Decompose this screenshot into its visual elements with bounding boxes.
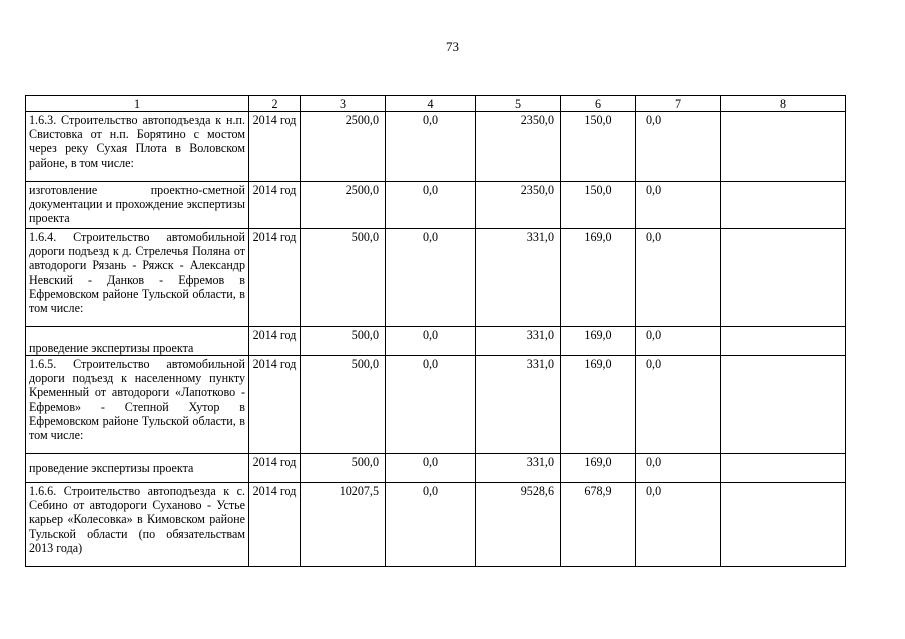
col4-cell: 0,0 xyxy=(386,229,476,327)
row-name-cell: проведение экспертизы проекта xyxy=(26,454,249,483)
column-header: 5 xyxy=(476,96,561,112)
year-cell: 2014 год xyxy=(249,356,301,454)
col7-cell: 0,0 xyxy=(636,182,721,229)
col7-cell: 0,0 xyxy=(636,454,721,483)
col6-cell: 169,0 xyxy=(561,229,636,327)
table-row xyxy=(26,356,846,454)
total-cell: 500,0 xyxy=(301,327,386,356)
row-name-cell: проведение экспертизы проекта xyxy=(26,327,249,356)
column-header: 1 xyxy=(26,96,249,112)
col5-cell: 331,0 xyxy=(476,454,561,483)
col5-cell: 2350,0 xyxy=(476,182,561,229)
col4-cell: 0,0 xyxy=(386,182,476,229)
table-row xyxy=(26,112,846,182)
col5-cell: 331,0 xyxy=(476,356,561,454)
table-header-row xyxy=(26,96,846,112)
table-row xyxy=(26,182,846,229)
col8-cell xyxy=(721,112,846,182)
column-header: 3 xyxy=(301,96,386,112)
year-cell: 2014 год xyxy=(249,327,301,356)
col4-cell: 0,0 xyxy=(386,454,476,483)
table-row xyxy=(26,327,846,356)
col6-cell: 169,0 xyxy=(561,454,636,483)
total-cell: 500,0 xyxy=(301,229,386,327)
row-name-cell: 1.6.5. Строительство автомобильной дороги подъезд к населенному пункту Кременный от автодороги «Лапотково - Ефремов» - Степной Хутор в Ефремовском районе Тульской области, в том числе: xyxy=(26,356,249,454)
col6-cell: 150,0 xyxy=(561,112,636,182)
col7-cell: 0,0 xyxy=(636,229,721,327)
row-name-cell: изготовление проектно-сметной документации и прохождение экспертизы проекта xyxy=(26,182,249,229)
col8-cell xyxy=(721,356,846,454)
col7-cell: 0,0 xyxy=(636,112,721,182)
col6-cell: 169,0 xyxy=(561,356,636,454)
total-cell: 2500,0 xyxy=(301,182,386,229)
year-cell: 2014 год xyxy=(249,112,301,182)
col8-cell xyxy=(721,327,846,356)
column-header: 6 xyxy=(561,96,636,112)
total-cell: 2500,0 xyxy=(301,112,386,182)
row-name-cell: 1.6.4. Строительство автомобильной дороги подъезд к д. Стрелечья Поляна от автодороги Рязань - Ряжск - Александр Невский - Данков - Ефремов в Ефремовском районе Тульской области, в том числе: xyxy=(26,229,249,327)
year-cell: 2014 год xyxy=(249,483,301,567)
budget-table xyxy=(25,95,846,567)
col7-cell: 0,0 xyxy=(636,483,721,567)
col5-cell: 2350,0 xyxy=(476,112,561,182)
column-header: 4 xyxy=(386,96,476,112)
year-cell: 2014 год xyxy=(249,229,301,327)
col5-cell: 9528,6 xyxy=(476,483,561,567)
table-row xyxy=(26,229,846,327)
table-row xyxy=(26,483,846,567)
col5-cell: 331,0 xyxy=(476,327,561,356)
column-header: 8 xyxy=(721,96,846,112)
col8-cell xyxy=(721,483,846,567)
col7-cell: 0,0 xyxy=(636,327,721,356)
total-cell: 500,0 xyxy=(301,454,386,483)
page-number: 73 xyxy=(446,39,459,54)
col5-cell: 331,0 xyxy=(476,229,561,327)
col7-cell: 0,0 xyxy=(636,356,721,454)
col6-cell: 169,0 xyxy=(561,327,636,356)
total-cell: 500,0 xyxy=(301,356,386,454)
year-cell: 2014 год xyxy=(249,182,301,229)
col4-cell: 0,0 xyxy=(386,356,476,454)
col6-cell: 150,0 xyxy=(561,182,636,229)
col4-cell: 0,0 xyxy=(386,327,476,356)
col8-cell xyxy=(721,229,846,327)
total-cell: 10207,5 xyxy=(301,483,386,567)
year-cell: 2014 год xyxy=(249,454,301,483)
col4-cell: 0,0 xyxy=(386,483,476,567)
column-header: 7 xyxy=(636,96,721,112)
col6-cell: 678,9 xyxy=(561,483,636,567)
col8-cell xyxy=(721,454,846,483)
col4-cell: 0,0 xyxy=(386,112,476,182)
row-name-cell: 1.6.6. Строительство автоподъезда к с. Себино от автодороги Суханово - Устье карьер «Колесовка» в Кимовском районе Тульской области (по обязательствам 2013 года) xyxy=(26,483,249,567)
column-header: 2 xyxy=(249,96,301,112)
col8-cell xyxy=(721,182,846,229)
row-name-cell: 1.6.3. Строительство автоподъезда к н.п. Свистовка от н.п. Борятино с мостом через реку Сухая Плота в Воловском районе, в том числе: xyxy=(26,112,249,182)
table-row xyxy=(26,454,846,483)
